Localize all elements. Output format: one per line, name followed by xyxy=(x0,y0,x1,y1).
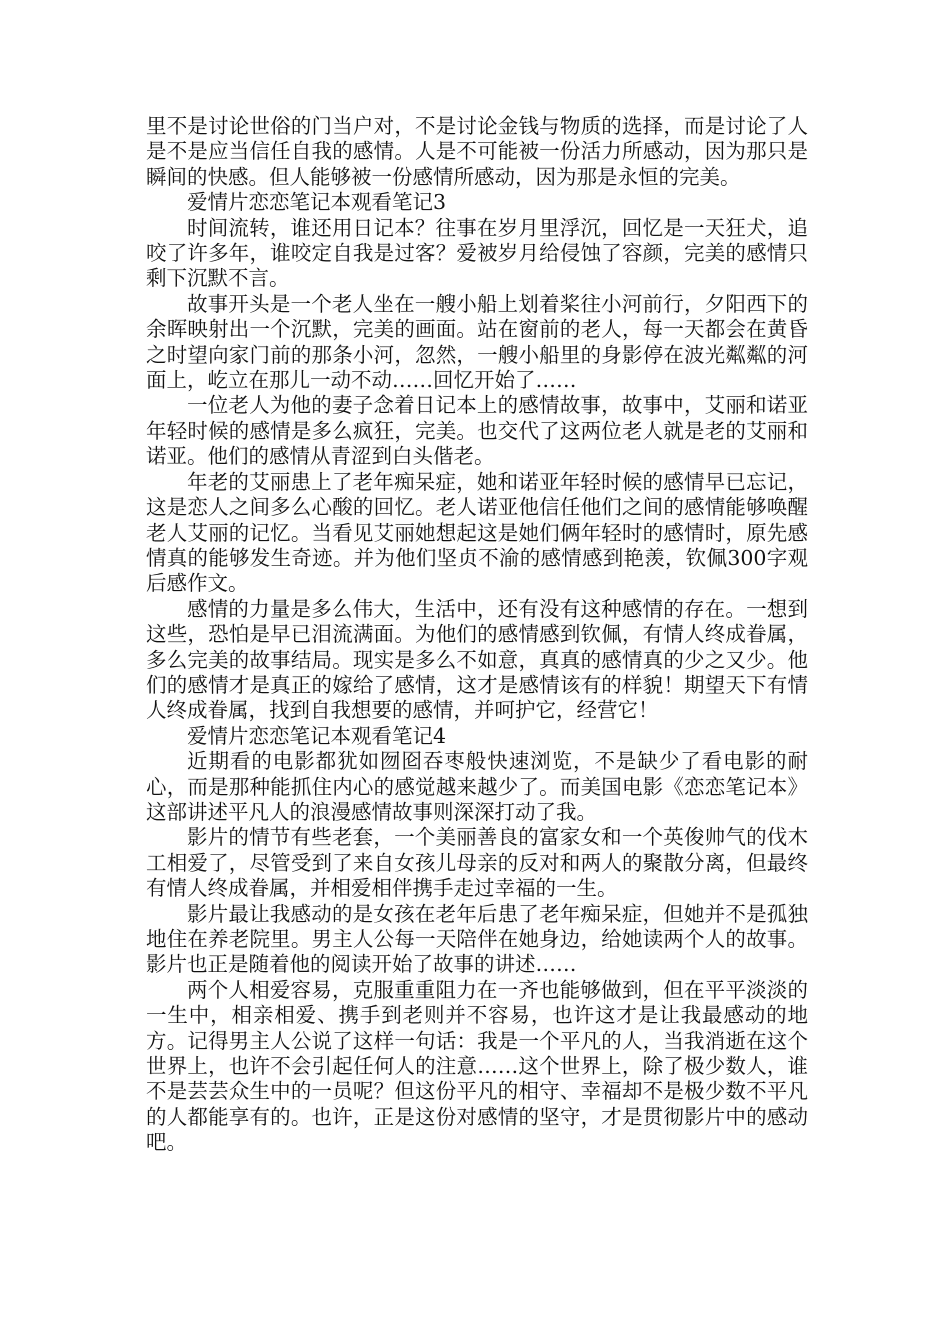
section-heading-3: 爱情片恋恋笔记本观看笔记3 xyxy=(187,190,447,215)
paragraph: 一位老人为他的妻子念着日记本上的感情故事，故事中，艾丽和诺亚年轻时候的感情是多么疯狂，完美。也交代了这两位老人就是老的艾丽和诺亚。他们的感情从青涩到白头偕老。 xyxy=(146,393,808,469)
paragraph: 时间流转，谁还用日记本？往事在岁月里浮沉，回忆是一天狂犬，追咬了许多年，谁咬定自我是过客？爱被岁月给侵蚀了容颜，完美的感情只剩下沉默不言。 xyxy=(146,215,808,291)
paragraph: 近期看的电影都犹如囫囵吞枣般快速浏览，不是缺少了看电影的耐心，而是那种能抓住内心的感觉越来越少了。而美国电影《恋恋笔记本》这部讲述平凡人的浪漫感情故事则深深打动了我。 xyxy=(146,749,808,824)
paragraph: 年老的艾丽患上了老年痴呆症，她和诺亚年轻时候的感情早已忘记，这是恋人之间多么心酸的回忆。老人诺亚他信任他们之间的感情能够唤醒老人艾丽的记忆。当看见艾丽她想起这是她们俩年轻时的感情时，原先感情真的能够发生奇迹。并为他们坚贞不渝的感情感到艳羡，钦佩300字观后感作文。 xyxy=(146,469,808,596)
paragraph: 感情的力量是多么伟大，生活中，还有没有这种感情的存在。一想到这些，恐怕是早已泪流满面。为他们的感情感到钦佩，有情人终成眷属，多么完美的故事结局。现实是多么不如意，真真的感情真的少之又少。他们的感情才是真正的嫁给了感情，这才是感情该有的样貌！期望天下有情人终成眷属，找到自我想要的感情，并呵护它，经营它！ xyxy=(146,596,808,723)
section-heading-4: 爱情片恋恋笔记本观看笔记4 xyxy=(187,723,447,748)
paragraph: 影片最让我感动的是女孩在老年后患了老年痴呆症，但她并不是孤独地住在养老院里。男主人公每一天陪伴在她身边，给她读两个人的故事。影片也正是随着他的阅读开始了故事的讲述…… xyxy=(146,901,808,977)
paragraph: 两个人相爱容易，克服重重阻力在一齐也能够做到，但在平平淡淡的一生中，相亲相爱、携手到老则并不容易，也许这才是让我最感动的地方。记得男主人公说了这样一句话：我是一个平凡的人，当我消逝在这个世界上，也许不会引起任何人的注意……这个世界上，除了极少数人，谁不是芸芸众生中的一员呢？但这份平凡的相守、幸福却不是极少数不平凡的人都能享有的。也许，正是这份对感情的坚守，才是贯彻影片中的感动吧。 xyxy=(146,977,808,1155)
paragraph: 故事开头是一个老人坐在一艘小船上划着桨往小河前行，夕阳西下的余晖映射出一个沉默，完美的画面。站在窗前的老人，每一天都会在黄昏之时望向家门前的那条小河，忽然，一艘小船里的身影停在波光粼粼的河面上，屹立在那儿一动不动……回忆开始了…… xyxy=(146,291,808,393)
paragraph-continued: 里不是讨论世俗的门当户对，不是讨论金钱与物质的选择，而是讨论了人是不是应当信任自我的感情。人是不可能被一份活力所感动，因为那只是瞬间的快感。但人能够被一份感情所感动，因为那是永恒的完美。 xyxy=(146,114,808,189)
paragraph: 影片的情节有些老套，一个美丽善良的富家女和一个英俊帅气的伐木工相爱了，尽管受到了来自女孩儿母亲的反对和两人的聚散分离，但最终有情人终成眷属，并相爱相伴携手走过幸福的一生。 xyxy=(146,825,808,901)
article-body xyxy=(146,114,808,1156)
